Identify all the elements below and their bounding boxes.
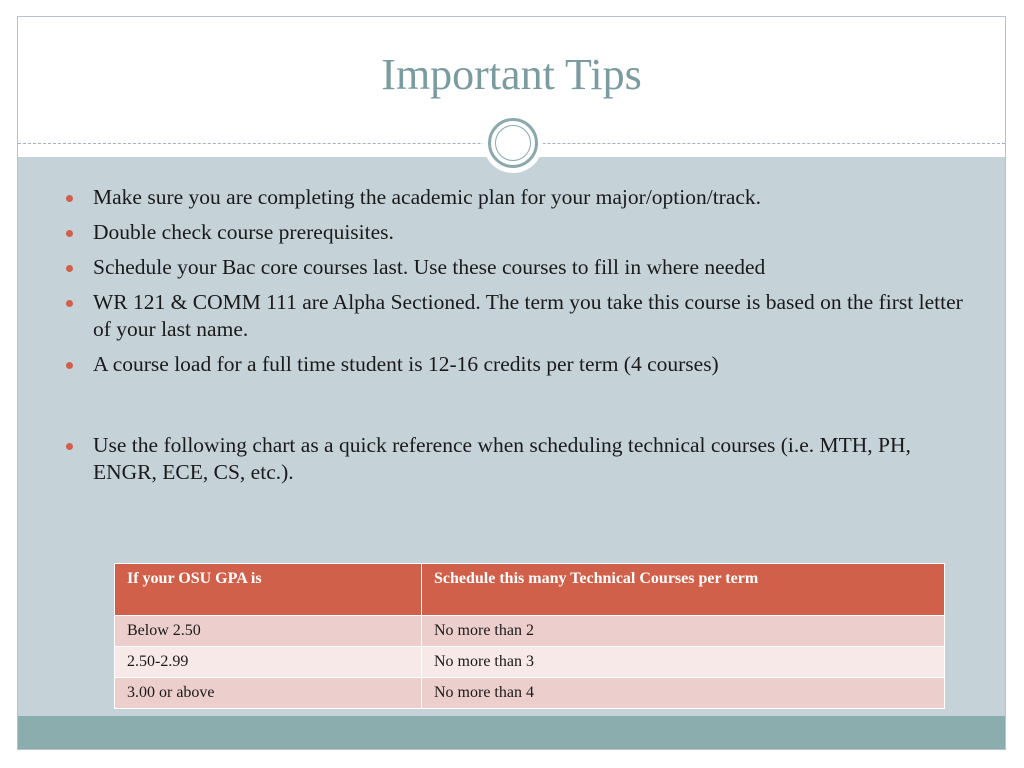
bullet-item — [65, 289, 965, 343]
bullet-dot-icon — [66, 362, 73, 369]
bullet-item — [65, 351, 965, 378]
bullet-item — [65, 184, 965, 211]
bullet-text: WR 121 & COMM 111 are Alpha Sectioned. The term you take this course is based on the first letter of your last name. — [93, 290, 963, 341]
table-cell-gpa: 3.00 or above — [115, 678, 422, 709]
table-cell-gpa: Below 2.50 — [115, 616, 422, 647]
bullet-dot-icon — [66, 443, 73, 450]
bullet-dot-icon — [66, 300, 73, 307]
table-header-row — [115, 564, 945, 616]
table-row — [115, 647, 945, 678]
bullet-dot-icon — [66, 195, 73, 202]
table-row — [115, 616, 945, 647]
bullet-list — [65, 184, 965, 494]
bullet-dot-icon — [66, 230, 73, 237]
table-cell-courses: No more than 4 — [422, 678, 945, 709]
table-row — [115, 678, 945, 709]
footer-band — [18, 716, 1005, 750]
slide-title: Important Tips — [381, 50, 642, 99]
divider-inner-ring-icon — [495, 125, 531, 161]
gpa-reference-table — [114, 563, 945, 709]
table-cell-courses: No more than 2 — [422, 616, 945, 647]
bullet-text: Schedule your Bac core courses last. Use these courses to fill in where needed — [93, 255, 766, 279]
bullet-text: Use the following chart as a quick reference when scheduling technical courses (i.e. MTH, PH, ENGR, ECE, CS, etc.). — [93, 433, 911, 484]
table-cell-courses: No more than 3 — [422, 647, 945, 678]
bullet-item — [65, 254, 965, 281]
bullet-text: A course load for a full time student is 12-16 credits per term (4 courses) — [93, 352, 719, 376]
bullet-dot-icon — [66, 265, 73, 272]
bullet-item — [65, 432, 965, 486]
bullet-spacer — [65, 386, 965, 432]
slide-frame — [17, 16, 1006, 750]
table-header-gpa: If your OSU GPA is — [115, 564, 422, 616]
table-header-courses: Schedule this many Technical Courses per term — [422, 564, 945, 616]
table-cell-gpa: 2.50-2.99 — [115, 647, 422, 678]
bullet-text: Double check course prerequisites. — [93, 220, 394, 244]
bullet-text: Make sure you are completing the academic plan for your major/option/track. — [93, 185, 762, 209]
bullet-item — [65, 219, 965, 246]
